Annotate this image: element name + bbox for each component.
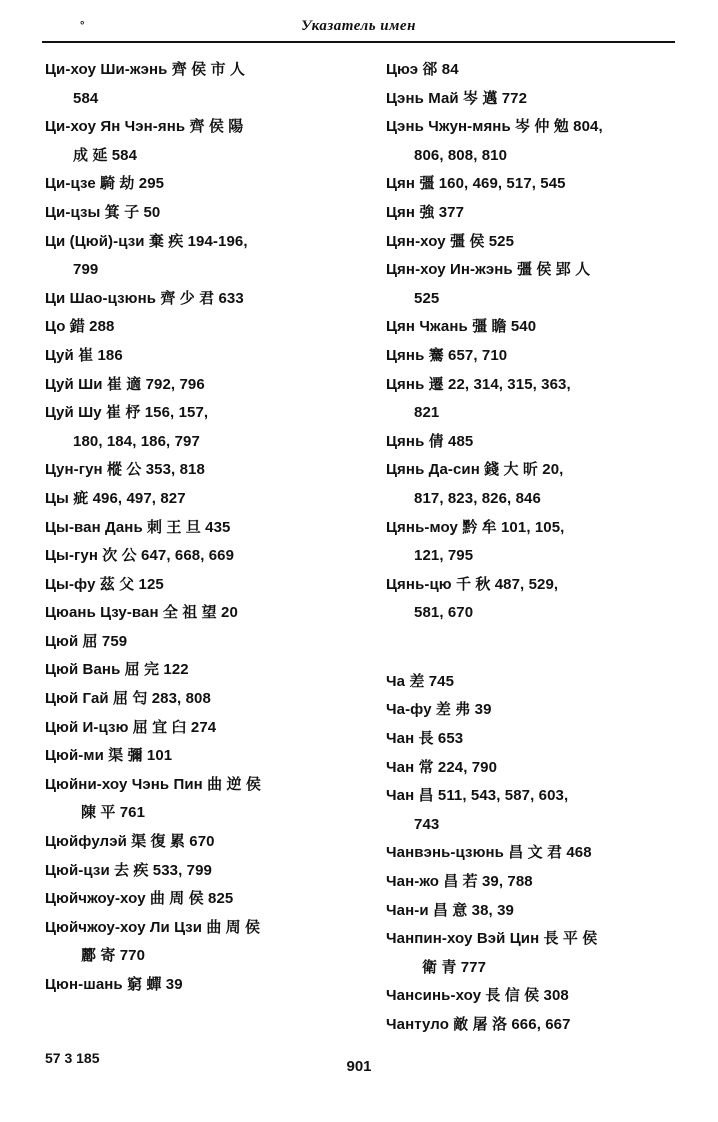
index-entry [45,571,365,600]
entry-text: Цы-ван Дань 刺 王 旦 435 [45,518,231,536]
entry-text: Цян-хоу 彊 侯 525 [386,232,515,250]
entry-continuation: 743 [414,815,440,833]
entry-text: Цян-хоу Ин-жэнь 彊 侯 郢 人 [386,261,591,279]
entry-text: Цэнь Чжун-мянь 岑 仲 勉 804, [386,118,603,136]
entry-continuation: 陳 平 761 [81,804,146,822]
index-entry [386,925,686,982]
index-entry [45,199,365,228]
entry-text: Ци-хоу Ян Чэн-янь 齊 侯 陽 [45,118,244,136]
print-code: 57 3 185 [45,1050,100,1066]
entry-text: Цюйни-хоу Чэнь Пин 曲 逆 侯 [45,775,261,793]
index-entry [386,342,686,371]
index-entry [45,656,365,685]
entry-text: Чан 長 653 [386,730,464,748]
entry-text: Цо 錯 288 [45,318,115,336]
index-entry [386,754,686,783]
index-entry [45,742,365,771]
index-entry [386,170,686,199]
entry-text: Цюэ 郤 84 [386,61,459,78]
index-entry [386,1011,686,1040]
index-entry [386,514,686,571]
index-entry [45,399,365,456]
entry-text: Чан 常 224, 790 [386,758,498,776]
index-section-ts [386,56,686,628]
entry-continuation: 成 延 584 [73,146,138,164]
entry-text: Цян Чжань 彊 瞻 540 [386,318,537,336]
entry-text: Цянь 倩 485 [386,432,474,450]
entry-continuation: 525 [414,289,440,307]
header-mark: ° [80,20,85,32]
entry-continuation: 酈 寄 770 [81,947,146,965]
entry-text: Чан-и 昌 意 38, 39 [386,901,514,919]
index-entry [45,714,365,743]
entry-text: Чанпин-хоу Вэй Цин 長 平 侯 [386,930,598,948]
index-entry [45,885,365,914]
entry-continuation: 821 [414,404,440,422]
entry-text: Цюань Цзу-ван 全 祖 望 20 [45,604,238,622]
index-entry [45,228,365,285]
index-entry [45,828,365,857]
index-entry [45,971,365,1000]
entry-continuation: 584 [73,89,99,107]
index-entry [386,782,686,839]
entry-text: Цюн-шань 窮 蟬 39 [45,976,183,993]
entry-text: Цы-фу 茲 父 125 [45,575,164,593]
entry-continuation: 121, 795 [414,547,474,565]
entry-text: Цюй-цзи 去 疾 533, 799 [45,861,212,879]
entry-continuation: 180, 184, 186, 797 [73,432,200,450]
running-header [42,16,675,40]
entry-continuation: 衛 青 777 [422,958,487,976]
entry-text: Ци-хоу Ши-жэнь 齊 侯 市 人 [45,61,245,78]
index-entry [45,542,365,571]
index-entry [386,85,686,114]
index-entry [386,456,686,513]
entry-text: Цуй Шу 崔 杼 156, 157, [45,404,209,422]
index-entry [45,914,365,971]
entry-text: Цюй 屈 759 [45,632,128,650]
index-entry [386,897,686,926]
entry-text: Ци (Цюй)-цзи 棄 疾 194-196, [45,232,248,250]
index-entry [45,599,365,628]
entry-continuation: 581, 670 [414,604,474,622]
entry-text: Ча-фу 差 弗 39 [386,701,492,719]
index-entry [45,371,365,400]
entry-text: Чан 昌 511, 543, 587, 603, [386,787,569,805]
index-entry [45,857,365,886]
index-entry [45,170,365,199]
index-entry [386,199,686,228]
index-entry [386,428,686,457]
entry-text: Цюй И-цзю 屈 宜 臼 274 [45,718,217,736]
entry-continuation: 817, 823, 826, 846 [414,489,541,507]
entry-text: Цян 強 377 [386,203,465,221]
entry-text: Цянь-моу 黔 牟 101, 105, [386,518,565,536]
entry-text: Цуй Ши 崔 適 792, 796 [45,375,205,393]
entry-text: Цян 彊 160, 469, 517, 545 [386,175,566,193]
entry-text: Цуй 崔 186 [45,346,123,364]
index-entry [45,342,365,371]
entry-text: Цюй Вань 屈 完 122 [45,661,189,679]
entry-text: Цянь-цю 千 秋 487, 529, [386,575,559,593]
index-entry [45,113,365,170]
entry-continuation: 799 [73,261,99,279]
page-number: 901 [346,1058,372,1075]
entry-text: Цюйчжоу-хоу Ли Цзи 曲 周 侯 [45,918,261,936]
entry-text: Цы-гун 次 公 647, 668, 669 [45,547,235,565]
index-entry [386,113,686,170]
index-entry [45,685,365,714]
index-entry [45,456,365,485]
index-entry [45,514,365,543]
index-entry [386,868,686,897]
entry-text: Чантуло 敵 屠 洛 666, 667 [386,1016,571,1033]
entry-text: Цянь Да-син 錢 大 昕 20, [386,461,564,479]
section-gap [386,628,686,668]
index-entry [386,371,686,428]
index-entry [45,313,365,342]
entry-text: Цянь 遷 22, 314, 315, 363, [386,375,571,393]
entry-text: Чансинь-хоу 長 信 侯 308 [386,987,569,1005]
index-column-right [386,56,686,1040]
index-entry [386,839,686,868]
entry-text: Цы 疵 496, 497, 827 [45,489,186,507]
entry-text: Цун-гун 樅 公 353, 818 [45,461,205,479]
index-entry [386,256,686,313]
index-entry [386,696,686,725]
index-section-ch [386,668,686,1040]
index-column-left [45,56,365,1000]
index-entry [386,571,686,628]
entry-text: Цюйчжоу-хоу 曲 周 侯 825 [45,890,234,908]
header-title: Указатель имен [301,18,416,34]
entry-text: Чанвэнь-цзюнь 昌 文 君 468 [386,844,592,862]
index-entry [386,313,686,342]
entry-text: Цюй Гай 屈 匄 283, 808 [45,690,211,708]
index-entry [45,285,365,314]
index-entry [386,982,686,1011]
index-entry [45,771,365,828]
entry-text: Цюйфулэй 渠 復 累 670 [45,833,215,851]
index-entry [45,485,365,514]
header-rule [42,41,675,43]
entry-text: Цэнь Май 岑 邁 772 [386,89,528,107]
index-entry [45,56,365,113]
index-entry [386,56,686,85]
entry-text: Цянь 騫 657, 710 [386,346,508,364]
entry-text: Ци-цзе 騎 劫 295 [45,175,165,193]
entry-text: Чан-жо 昌 若 39, 788 [386,873,533,891]
index-entry [386,668,686,697]
index-entry [386,228,686,257]
entry-text: Ча 差 745 [386,672,455,690]
entry-text: Цюй-ми 渠 彌 101 [45,747,173,765]
index-entry [45,628,365,657]
entry-text: Ци-цзы 箕 子 50 [45,203,161,221]
entry-text: Ци Шао-цзюнь 齊 少 君 633 [45,289,244,307]
index-entry [386,725,686,754]
entry-continuation: 806, 808, 810 [414,146,508,164]
